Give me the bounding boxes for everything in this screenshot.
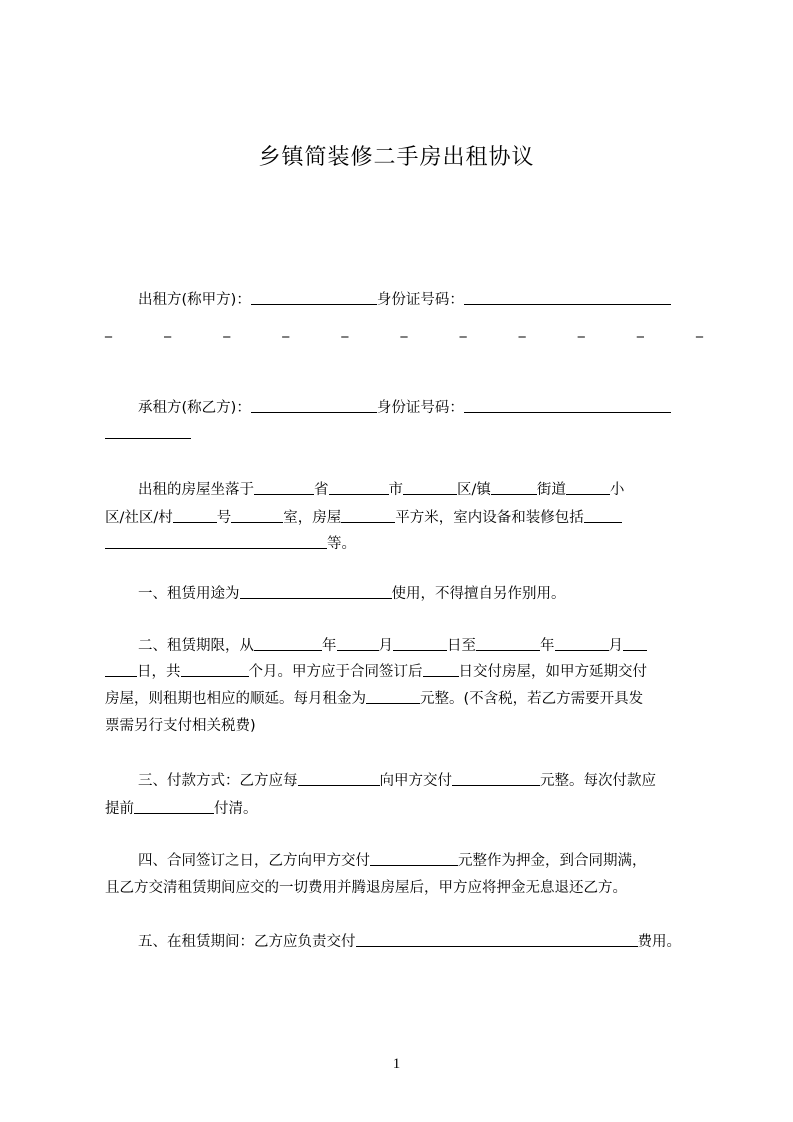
text: 日交付房屋，如甲方延期交付 (458, 664, 647, 680)
text: 年 (540, 638, 555, 654)
text: 日，共 (137, 664, 181, 680)
text: 平方米，室内设备和装修包括 (395, 510, 584, 526)
text: 月 (608, 638, 623, 654)
text: 元整作为押金，到合同期满， (458, 853, 647, 869)
dash-char: _ (459, 322, 467, 338)
advance-blank[interactable] (134, 799, 214, 814)
text: 五、在租赁期间：乙方应负责交付 (138, 934, 356, 950)
lessor-id-continuation (105, 322, 703, 342)
fees-blank[interactable] (356, 932, 638, 947)
text: 街道 (536, 482, 566, 498)
start-year-blank[interactable] (254, 636, 322, 651)
area-blank[interactable] (341, 508, 395, 523)
clause-3-line-2 (105, 799, 703, 819)
dash-char: _ (341, 322, 349, 338)
text: 市 (388, 482, 403, 498)
dash-char: _ (695, 322, 703, 338)
dash-char: _ (105, 322, 112, 338)
clause-3-line-1 (105, 771, 736, 791)
text: 个月。甲方应于合同签订后 (248, 664, 423, 680)
document-title: 乡镇简装修二手房出租协议 (258, 145, 535, 170)
clause-2-line-3 (105, 689, 703, 709)
lessor-label: 出租方(称甲方)： (138, 292, 251, 308)
dash-char: _ (164, 322, 172, 338)
text: 室，房屋 (283, 510, 342, 526)
lessee-label: 承租方(称乙方)： (138, 400, 251, 416)
text: 付清。 (214, 801, 258, 817)
text: 三、付款方式：乙方应每 (138, 773, 298, 789)
dash-char: _ (400, 322, 408, 338)
payment-period-blank[interactable] (298, 771, 380, 786)
equipment-blank[interactable] (584, 508, 622, 523)
lessor-line (105, 290, 736, 310)
text: 二、租赁期限，从 (138, 638, 254, 654)
delivery-days-blank[interactable] (423, 662, 459, 677)
text: 元整。每次付款应 (540, 773, 656, 789)
lessor-id-blank[interactable] (464, 290, 671, 305)
payment-amount-blank[interactable] (452, 771, 540, 786)
text: 区/社区/村 (105, 510, 173, 526)
months-blank[interactable] (181, 662, 249, 677)
lessee-name-blank[interactable] (251, 398, 377, 413)
clause-1 (105, 584, 736, 604)
text: 向甲方交付 (379, 773, 452, 789)
clause-2-line-1 (105, 636, 736, 656)
number-blank[interactable] (173, 508, 217, 523)
text: 提前 (105, 801, 134, 817)
text: 使用，不得擅自另作别用。 (391, 586, 566, 602)
lessee-id-blank-2[interactable] (105, 424, 191, 439)
clause-4-line-1 (105, 851, 736, 871)
text: 日至 (447, 638, 476, 654)
dash-char: _ (223, 322, 231, 338)
clause-2-line-2 (105, 662, 703, 682)
dash-char: _ (282, 322, 290, 338)
dash-char: _ (518, 322, 526, 338)
text: 一、租赁用途为 (138, 586, 240, 602)
text: 出租的房屋坐落于 (138, 482, 254, 498)
start-day-blank[interactable] (393, 636, 447, 651)
dash-char: _ (577, 322, 585, 338)
lessor-id-label: 身份证号码： (376, 292, 464, 308)
district-blank[interactable] (403, 480, 457, 495)
end-day-blank[interactable] (623, 636, 647, 651)
street-blank[interactable] (491, 480, 537, 495)
page-number: 1 (392, 1056, 401, 1072)
end-day-blank-2[interactable] (105, 662, 137, 677)
text: 等。 (327, 536, 356, 552)
lessee-id-blank[interactable] (464, 398, 671, 413)
text: 费用。 (637, 934, 681, 950)
dash-char: _ (636, 322, 644, 338)
purpose-blank[interactable] (240, 584, 392, 599)
location-line-1 (105, 480, 736, 500)
end-month-blank[interactable] (555, 636, 609, 651)
text: 区/镇 (457, 482, 491, 498)
clause-4-line-2: 且乙方交清租赁期间应交的一切费用并腾退房屋后，甲方应将押金无息退还乙方。 (105, 880, 627, 896)
lessee-id-label: 身份证号码： (376, 400, 464, 416)
lessee-line (105, 398, 736, 418)
clause-2-line-4: 票需另行支付相关税费) (105, 718, 256, 734)
lessor-name-blank[interactable] (251, 290, 377, 305)
text: 房屋，则租期也相应的顺延。每月租金为 (105, 691, 366, 707)
location-line-3 (105, 534, 703, 554)
text: 省 (314, 482, 329, 498)
equipment-blank-2[interactable] (105, 534, 327, 549)
text: 月 (378, 638, 393, 654)
city-blank[interactable] (329, 480, 389, 495)
text: 小 (609, 482, 625, 498)
clause-5 (105, 932, 736, 952)
community-blank[interactable] (566, 480, 610, 495)
text: 四、合同签订之日，乙方向甲方交付 (138, 853, 370, 869)
province-blank[interactable] (254, 480, 314, 495)
location-line-2 (105, 508, 703, 528)
start-month-blank[interactable] (337, 636, 379, 651)
room-blank[interactable] (231, 508, 283, 523)
lessee-id-continuation (105, 424, 703, 444)
end-year-blank[interactable] (476, 636, 540, 651)
rent-blank[interactable] (366, 689, 420, 704)
text: 元整。(不含税，若乙方需要开具发 (420, 691, 644, 707)
text: 年 (322, 638, 337, 654)
text: 号 (216, 510, 232, 526)
deposit-blank[interactable] (370, 851, 458, 866)
